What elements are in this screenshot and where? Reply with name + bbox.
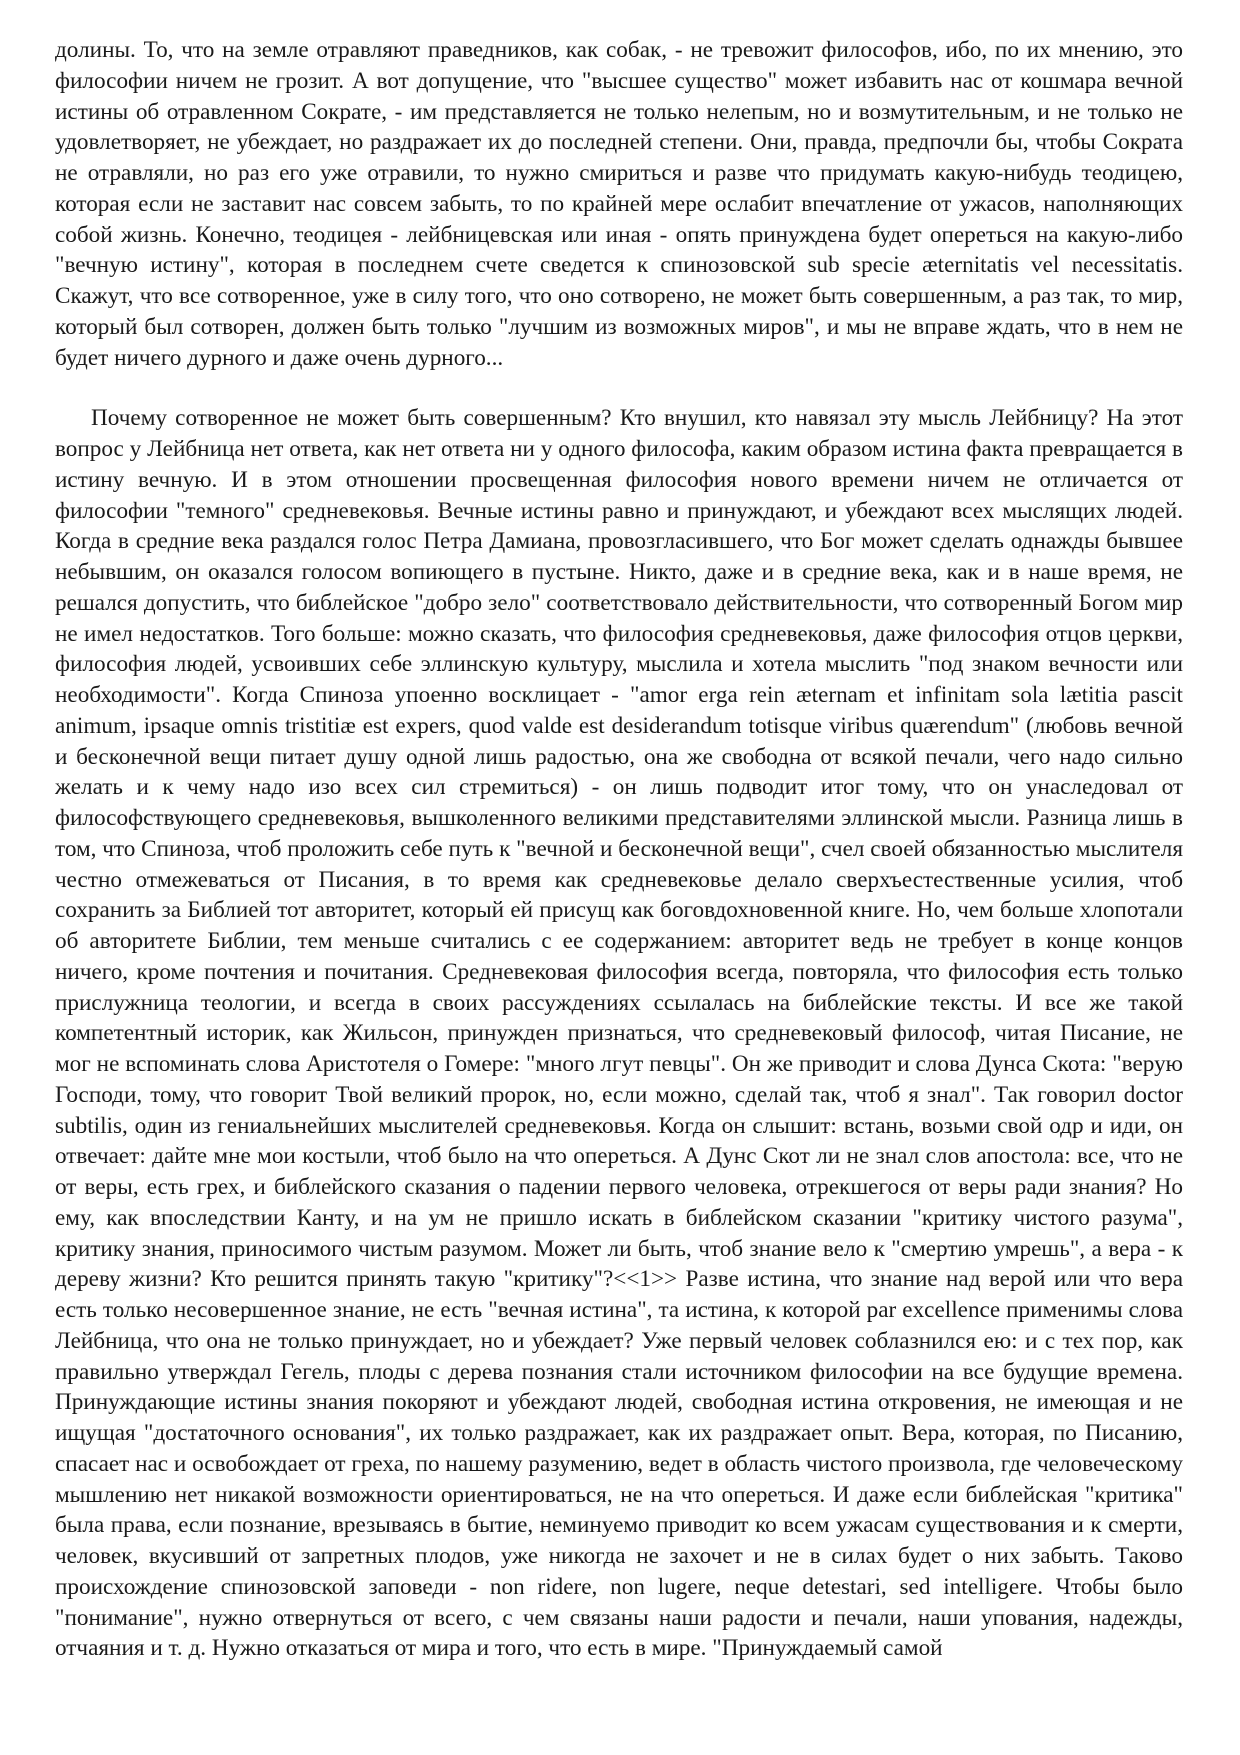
paragraph-main: Почему сотворенное не может быть совершенным? Кто внушил, кто навязал эту мысль Лейбницу? На этот вопрос у Лейбница нет ответа, как нет ответа ни у одного философа, каким образом истина факта превращается в истину вечную. И в этом отношении просвещенная философия нового времени ничем не отличается от философии "темного" средневековья. Вечные истины равно и принуждают, и убеждают всех мыслящих людей. Когда в средние века раздался голос Петра Дамиана, провозгласившего, что Бог может сделать однажды бывшее небывшим, он оказался голосом вопиющего в пустыне. Никто, даже и в средние века, как и в наше время, не решался допустить, что библейское "добро зело" соответствовало действительности, что сотворенный Богом мир не имел недостатков. Того больше: можно сказать, что философия средневековья, даже философия отцов церкви, философия людей, усвоивших себе эллинскую культуру, мыслила и хотела мыслить "под знаком вечности или необходимости". Когда Спиноза упоенно восклицает - "amor erga rein æternam et infinitam sola lætitia pascit animum, ipsaque omnis tristitiæ est expers, quod valde est desiderandum totisque viribus quærendum" (любовь вечной и бесконечной вещи питает душу одной лишь радостью, она же свободна от всякой печали, чего надо сильно желать и к чему надо изо всех сил стремиться) - он лишь подводит итог тому, что он унаследовал от философствующего средневековья, вышколенного великими представителями эллинской мысли. Разница лишь в том, что Спиноза, чтоб проложить себе путь к "вечной и бесконечной вещи", счел своей обязанностью мыслителя честно отмежеваться от Писания, в то время как средневековье делало сверхъестественные усилия, чтоб сохранить за Библией тот авторитет, который ей присущ как боговдохновенной книге. Но, чем больше хлопотали об авторитете Библии, тем меньше считались с ее содержанием: авторитет ведь не требует в конце концов ничего, кроме почтения и почитания. Средневековая философия всегда, повторяла, что философия есть только прислужница теологии, и всегда в своих рассуждениях ссылалась на библейские тексты. И все же такой компетентный историк, как Жильсон, принужден признаться, что средневековый философ, читая Писание, не мог не вспоминать слова Аристотеля о Гомере: "много лгут певцы". Он же приводит и слова Дунса Скота: "верую Господи, тому, что говорит Твой великий пророк, но, если можно, сделай так, чтоб я знал". Так говорил doctor subtilis, один из гениальнейших мыслителей средневековья. Когда он слышит: встань, возьми свой одр и иди, он отвечает: дайте мне мои костыли, чтоб было на что опереться. А Дунс Скот ли не знал слов апостола: все, что не от веры, есть грех, и библейского сказания о падении первого человека, отрекшегося от веры ради знания? Но ему, как впоследствии Канту, и на ум не пришло искать в библейском сказании "критику чистого разума", критику знания, приносимого чистым разумом. Может ли быть, чтоб знание вело к "смертию умрешь", а вера - к дереву жизни? Кто решится принять такую "критику"?<<1>> Разве истина, что знание над верой или что вера есть только несовершенное знание, не есть "вечная истина", та истина, к которой par excellence применимы слова Лейбница, что она не только принуждает, но и убеждает? Уже первый человек соблазнился ею: и с тех пор, как правильно утверждал Гегель, плоды с дерева познания стали источником философии на все будущие времена. Принуждающие истины знания покоряют и убеждают людей, свободная истина откровения, не имеющая и не ищущая "достаточного основания", их только раздражает, как их раздражает опыт. Вера, которая, по Писанию, спасает нас и освобождает от греха, по нашему разумению, ведет в область чистого произвола, где человеческому мышлению нет никакой возможности ориентироваться, не на что опереться. И даже если библейская "критика" была права, если познание, врезываясь в бытие, неминуемо приводит ко всем ужасам существования и к смерти, человек, вкусивший от запретных плодов, уже никогда не захочет и не в силах будет о них забыть. Таково происхождение спинозовской заповеди - non ridere, non lugere, neque detestari, sed intelligere. Чтобы было "понимание", нужно отвернуться от всего, с чем связаны наши радости и печали, наши упования, надежды, отчаяния и т. д. Нужно отказаться от мира и того, что есть в мире. "Принуждаемый самой — [55, 405, 1183, 1662]
paragraph-continuation: долины. То, что на земле отравляют праведников, как собак, - не тревожит философов, ибо, по их мнению, это философии ничем не грозит. А вот допущение, что "высшее существо" может избавить нас от кошмара вечной истины об отравленном Сократе, - им представляется не только нелепым, но и возмутительным, и не только не удовлетворяет, не убеждает, но раздражает их до последней степени. Они, правда, предпочли бы, чтобы Сократа не отравляли, но раз его уже отравили, то нужно смириться и разве что придумать какую-нибудь теодицею, которая если не заставит нас совсем забыть, то по крайней мере ослабит впечатление от ужасов, наполняющих собой жизнь. Конечно, теодицея - лейбницевская или иная - опять принуждена будет опереться на какую-либо "вечную истину", которая в последнем счете сведется к спинозовской sub specie æternitatis vel necessitatis. Скажут, что все сотворенное, уже в силу того, что оно сотворено, не может быть совершенным, а раз так, то мир, который был сотворен, должен быть только "лучшим из возможных миров", и мы не вправе ждать, что в нем не будет ничего дурного и даже очень дурного... — [55, 37, 1183, 371]
document-page — [55, 35, 1183, 1664]
